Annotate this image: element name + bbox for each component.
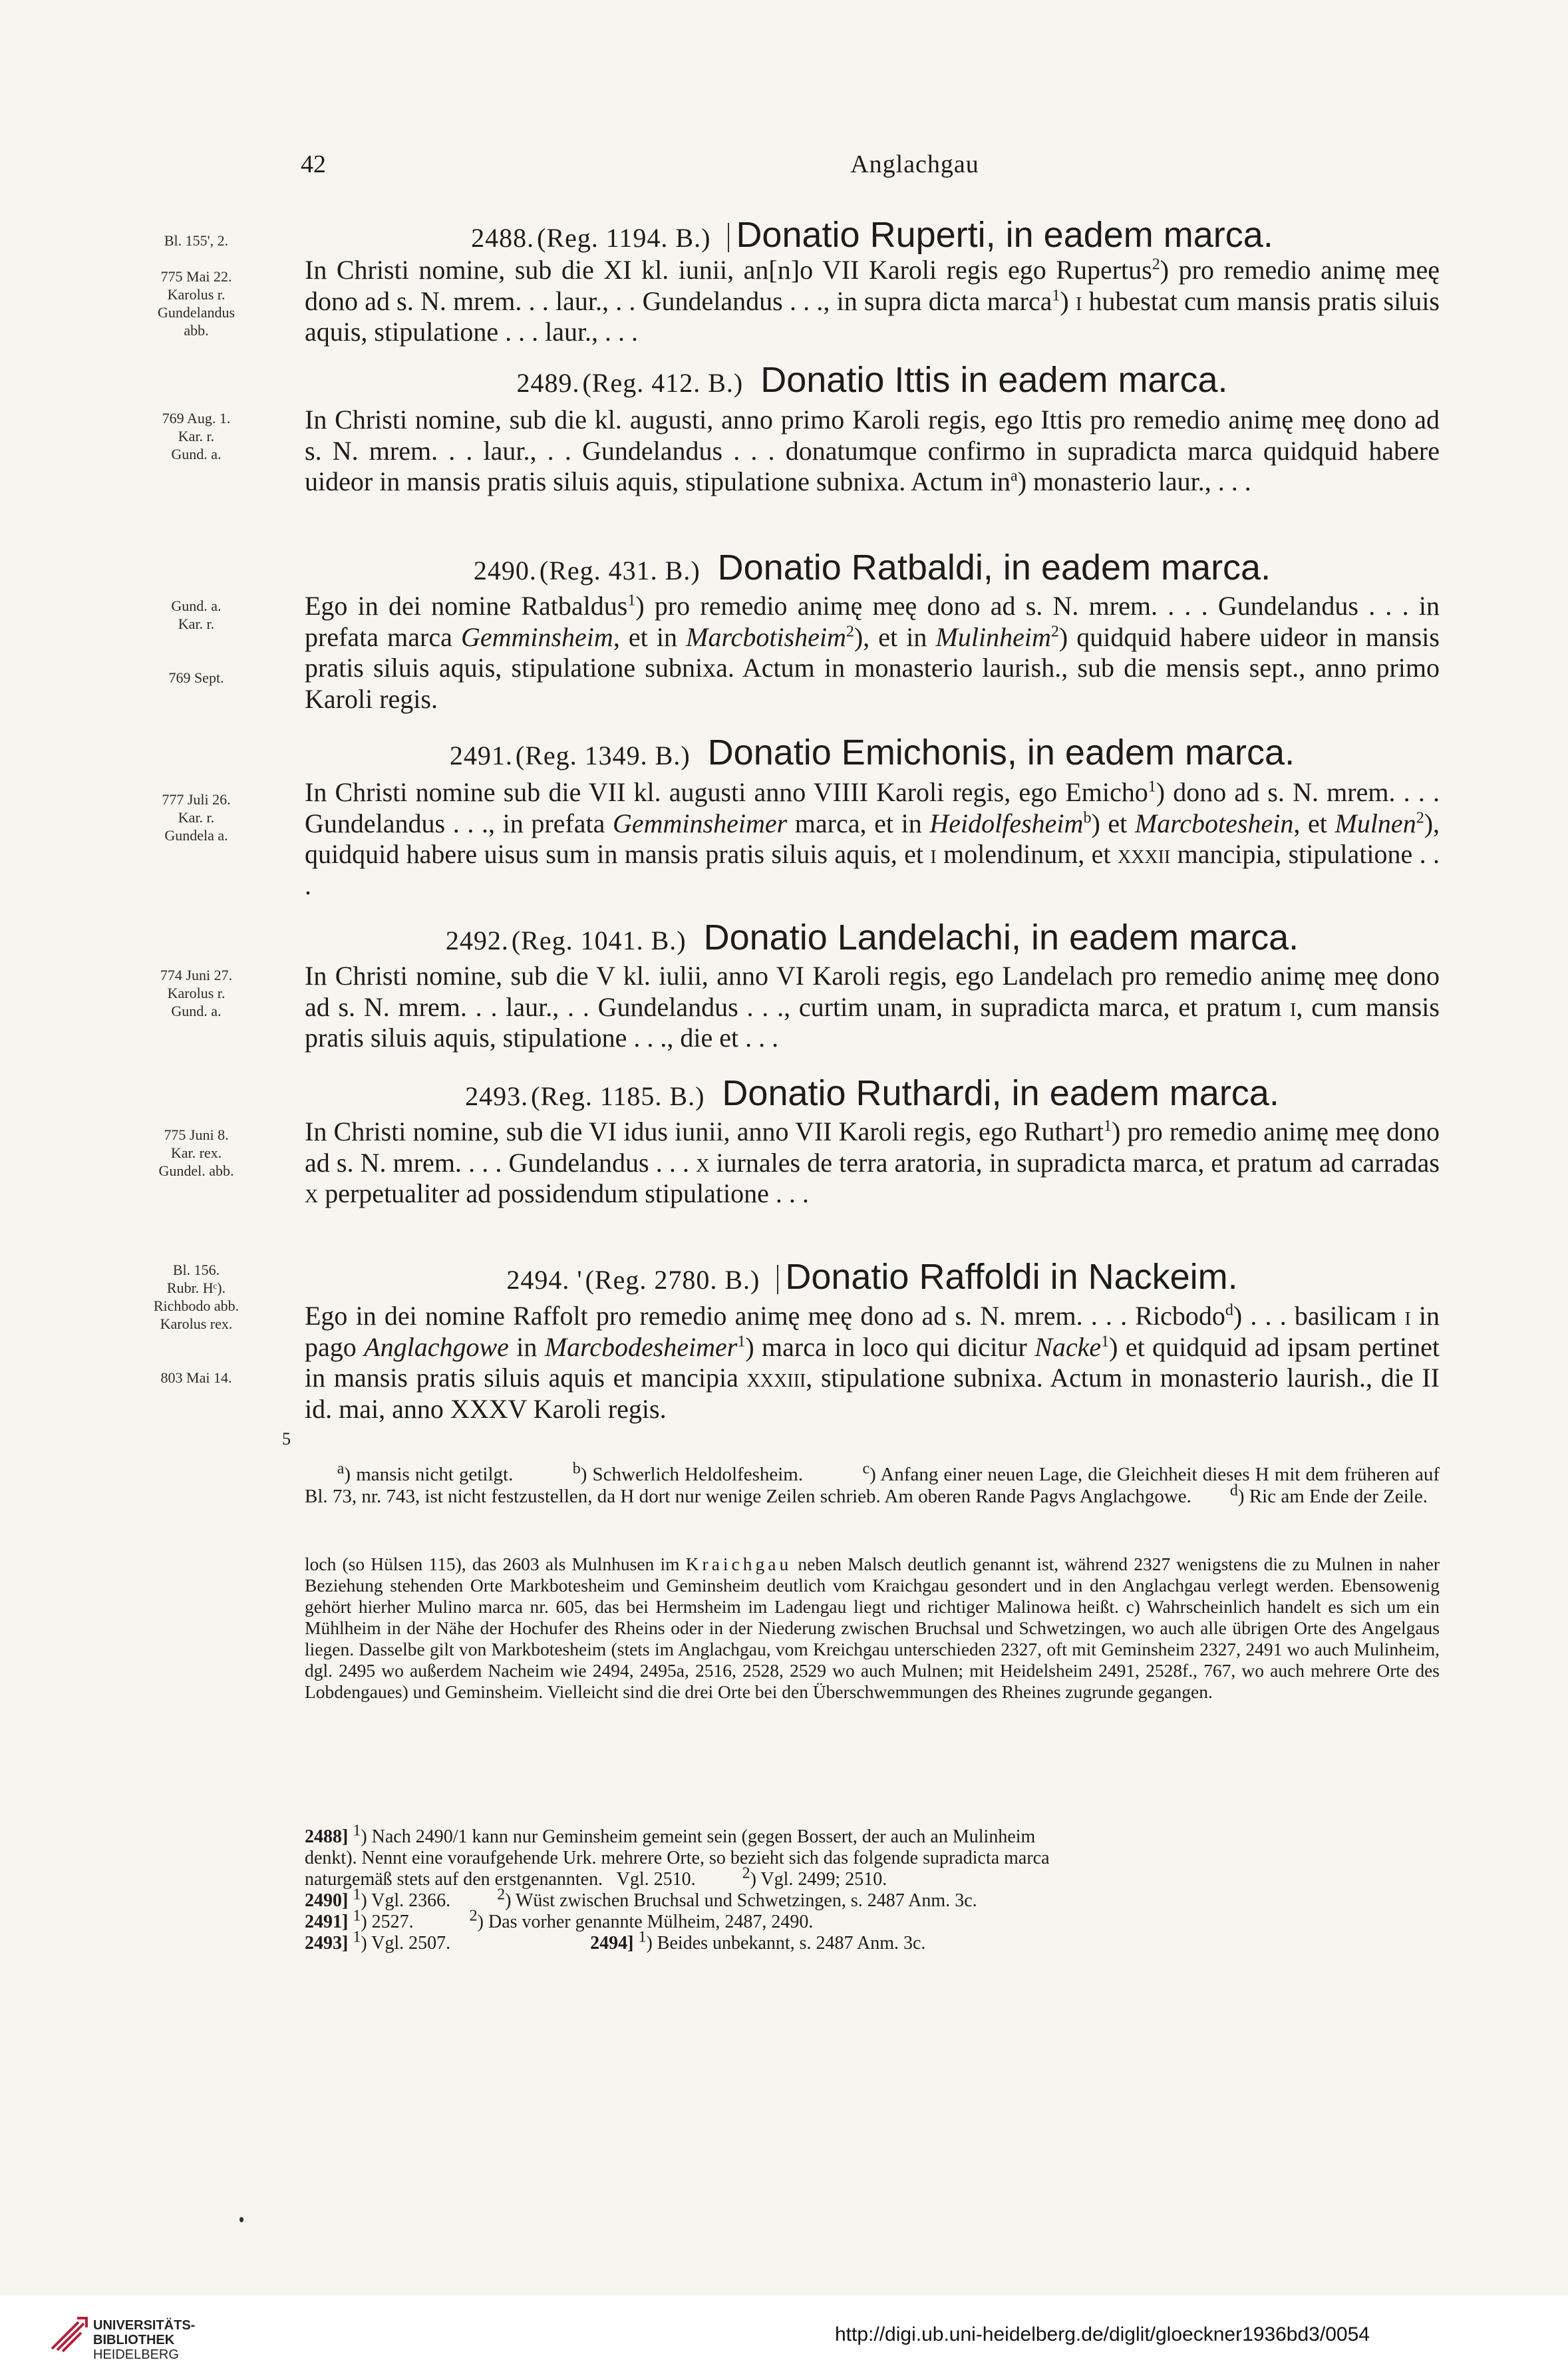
entry-heading [305,732,1440,773]
commentary: loch (so Hülsen 115), das 2603 als Mulnhusen im Kraichgau neben Malsch deutlich genannt ist, während 2327 wenigstens die zu Mulnen in naher Beziehung stehenden Orte Markbotesheim und Geminsheim deutlich vom Kraichgau gesondert und in den Anglachgau verlegt werden. Ebensowenig gehört hierher Mulino marca nr. 605, das bei Hermsheim im Ladengau liegt und richtiger Malinowa heißt. c) Wahrscheinlich handelt es sich um ein Mühlheim in der Nähe der Hochufer des Rheins oder in der Niederung zwischen Bruchsal und Schwetzingen, wo auch alle übrigen Orte des Angelgaus liegen. Dasselbe gilt von Markbotesheim (stets im Anglachgau, vom Kreichgau unterschieden 2327, oft mit Geminsheim 2327, 2491 wo auch Mulinheim, dgl. 2495 wo außerdem Nacheim wie 2494, 2495a, 2516, 2528, 2529 wo auch Mulnen; mit Heidelsheim 2491, 2528f., 767, wo auch mehrere Orte des Lobdengaues) und Geminsheim. Vielleicht sind die drei Orte bei den Überschwemmungen des Rheines zugrunde gegangen. [305,1554,1440,1702]
entry-title: Donatio Ratbaldi, in eadem marca. [717,548,1271,588]
source-url-link[interactable]: http://digi.ub.uni-heidelberg.de/diglit/gloeckner1936bd3/0054 [835,2323,1370,2345]
margin-line [126,1351,266,1369]
margin-line: Karolus r. [167,985,226,1001]
entry-heading [305,1256,1440,1297]
margin-line: Karolus rex. [160,1315,233,1332]
footnote-line: naturgemäß stets auf den erstgenannten. Vgl. 2510. 2) Vgl. 2499; 2510. [305,1864,887,1890]
margin-line: 775 Juni 8. [164,1126,229,1143]
margin-line: 774 Juni 27. [160,967,233,983]
margin-line: Kar. r. [178,428,215,444]
margin-line: Bl. 156. [172,1262,220,1278]
critical-apparatus: $^a$) mansis nicht getilgt. $^b$) Schwerlich Heldolfesheim. $^c$) Anfang einer neuen Lage, die Gleichheit dieses H mit dem früheren auf Bl. 73, nr. 743, ist nicht festzustellen, da H dort nur wenige Zeilen schrieb. Am oberen Rande Pagvs Anglachgowe. $^d$) Ric am Ende der Zeile. [305,1460,1440,1507]
margin-line: abb. [184,322,209,339]
margin-line: Gundel. abb. [158,1162,234,1179]
entry-number: 2489. [516,368,580,398]
entry-heading [305,547,1440,588]
entry-number: 2492. [445,926,509,955]
entry-title: Donatio Ruthardi, in eadem marca. [722,1073,1279,1113]
entry-title: Donatio Ittis in eadem marca. [760,360,1228,400]
entry-text: In Christi nomine, sub die V kl. iulii, anno VI Karoli regis, ego Landelach pro remedio animę meę dono ad s. N. mrem. . . laur., . . Gundelandus . . ., curtim unam, in supradicta marca, et pratum i, cum mansis pratis siluis aquis, stipulatione . . ., die et . . . [305,961,1440,1053]
marker-bar [777,1265,778,1294]
margin-line: Gund. a. [171,446,222,462]
footnote-line: 2493] 1) Vgl. 2507. 2494] 1) Beides unbekannt, s. 2487 Anm. 3c. [305,1928,926,1954]
speck [239,2217,243,2222]
margin-note [126,597,266,687]
entry-title: Donatio Ruperti, in eadem marca. [728,215,1273,255]
entry-heading [305,214,1440,255]
margin-line [126,250,266,267]
entry-heading [305,1073,1440,1114]
margin-line: 777 Juli 26. [162,791,231,808]
margin-line: Gundelandus [157,304,235,321]
margin-note [126,790,266,844]
library-logo-icon [48,2313,89,2354]
margin-line: Karolus r. [167,286,226,303]
running-title: Anglachgau [850,150,979,178]
entry-number: 2494. ' [506,1265,583,1295]
entry-title: Donatio Landelachi, in eadem marca. [703,918,1299,957]
margin-note [126,232,266,339]
margin-line: 775 Mai 22. [160,268,232,285]
entry-heading [305,359,1440,401]
margin-line [126,651,266,669]
margin-line: Rubr. Hᶜ). [166,1279,226,1296]
margin-note [126,1261,266,1387]
margin-line: Gund. a. [171,1003,222,1019]
footnote-line: 2488] 1) Nach 2490/1 kann nur Geminsheim gemeint sein (gegen Bossert, der auch an Mulinheim [305,1822,1036,1847]
entry-number: 2488. [471,223,535,253]
entry-reg: (Reg. 412. B.) [582,368,744,398]
margin-line: Kar. r. [178,809,215,826]
margin-line: Kar. rex. [170,1144,222,1161]
entry-title: Donatio Emichonis, in eadem marca. [707,733,1295,772]
footnote-line: denkt). Nennt eine voraufgehende Urk. mehrere Orte, so bezieht sich das folgende supradicta marca [305,1848,1050,1868]
entry-text: In Christi nomine, sub die kl. augusti, anno primo Karoli regis, ego Ittis pro remedio animę meę dono ad s. N. mrem. . . laur., . . Gundelandus . . . donatumque confirmo in supradicta marca quidquid habere uideor in mansis pratis siluis aquis, stipulatione subnixa. Actum $in^a$) monasterio laur., . . . [305,405,1440,496]
entry-reg: (Reg. 1185. B.) [531,1081,705,1111]
entry-text: In Christi nomine, sub die XI kl. iunii, an[n]o VII Karoli regis ego Rupertus$^2$) pro remedio animę meę dono ad s. N. mrem. . . laur., . . Gundelandus . . ., in supra dicta marca$^1$) i hubestat cum mansis pratis siluis aquis, stipulatione . . . laur., . . . [305,255,1440,347]
marker-bar [728,223,729,252]
page-number: 42 [301,150,326,178]
margin-line [126,1333,266,1351]
entry-reg: (Reg. 1194. B.) [537,223,711,253]
entry-text: Ego in dei nomine Raffolt pro remedio animę meę dono ad s. N. mrem. . . . Ricbodo$^d$) . . . basilicam i in pago Anglachgowe in Marcbodesheimer$^1$) marca in loco qui dicitur Nacke$^1$) et quidquid ad ipsam pertinet in mansis pratis siluis aquis et mancipia xxxiii, stipulatione subnixa. Actum in monasterio laurish., die II id. mai, anno XXXV Karoli regis. [305,1301,1440,1424]
entry-number: 2490. [473,556,537,586]
margin-line: Gundela a. [164,827,228,844]
footnote-line: 2491] 1) 2527. 2) Das vorher genannte Mülheim, 2487, 2490. [305,1907,814,1932]
entry-text: In Christi nomine, sub die VI idus iunii, anno VII Karoli regis, ego Ruthart$^1$) pro remedio animę meę dono ad s. N. mrem. . . . Gundelandus . . . x iurnales de terra aratoria, in supradicta marca, et pratum ad carradas x perpetualiter ad possidendum stipulatione . . . [305,1116,1440,1208]
margin-line: Richbodo abb. [153,1297,239,1314]
entry-text: Ego in dei nomine Ratbaldus$^1$) pro remedio animę meę dono ad s. N. mrem. . . . Gundelandus . . . in prefata marca Gemminsheim, et in Marcbotisheim$^2$), et in Mulinheim$^2$) quidquid habere uideor in mansis pratis siluis aquis, stipulatione subnixa. Actum in monasterio laurish., sub die mensis sept., anno primo Karoli regis. [305,591,1440,714]
footnote-line: 2490] 1) Vgl. 2366. 2) Wüst zwischen Bruchsal und Schwetzingen, s. 2487 Anm. 3c. [305,1886,977,1911]
entry-text: In Christi nomine sub die VII kl. augusti anno VIIII Karoli regis, ego Emicho$^1$) dono ad s. N. mrem. . . . Gundelandus . . ., in prefata Gemminsheimer marca, et in Heidolfesheim$^b$) et Marcboteshein, et Mulnen$^2$), quidquid habere uisus sum in mansis pratis siluis aquis, et i molendinum, et xxxii mancipia, stipulatione . . . [305,777,1440,900]
margin-line: Bl. 155', 2. [164,232,229,249]
margin-line [126,633,266,651]
entry-reg: (Reg. 1349. B.) [515,741,691,770]
entry-title: Donatio Raffoldi in Nackeim. [777,1257,1237,1297]
footer-bar [0,2295,1568,2380]
library-name: UNIVERSITÄTS- BIBLIOTHEK HEIDELBERG [93,2318,196,2362]
entry-reg: (Reg. 431. B.) [539,556,701,586]
margin-line: Gund. a. [171,597,222,614]
margin-line: 769 Sept. [168,669,224,686]
margin-line: 803 Mai 14. [160,1369,232,1386]
entry-number: 2493. [465,1081,529,1111]
line-number: 5 [282,1429,291,1448]
margin-note [126,966,266,1020]
entry-number: 2491. [449,741,513,770]
entry-heading [305,917,1440,958]
margin-note [126,409,266,463]
running-head [0,150,1568,190]
margin-line: Kar. r. [178,615,215,632]
margin-note [126,1126,266,1180]
entry-reg: (Reg. 2780. B.) [585,1265,760,1295]
margin-line: 769 Aug. 1. [162,410,231,426]
entry-reg: (Reg. 1041. B.) [511,926,687,955]
